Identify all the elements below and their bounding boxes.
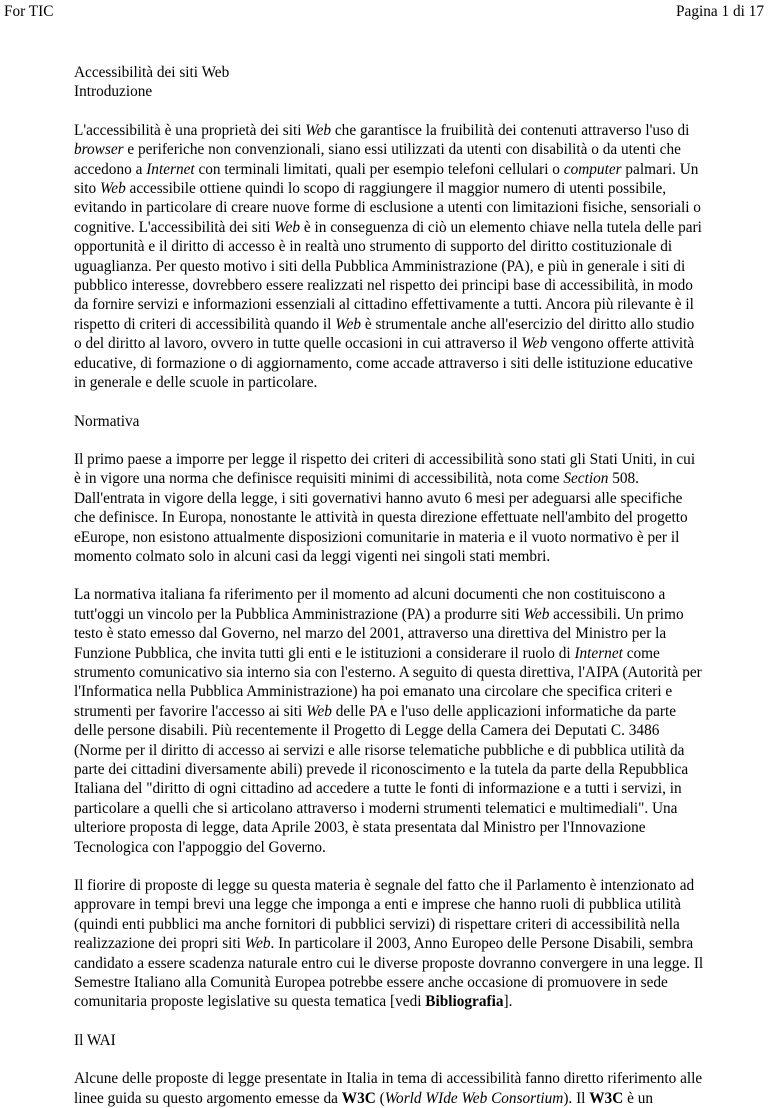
section-heading-normativa: Normativa [74,412,140,430]
paragraph-normativa-2: La normativa italiana fa riferimento per il momento ad alcuni documenti che non costituiscono a tutt'oggi un vincolo per la Pubblica Amministrazione (PA) a produrre siti Web accessibili. Un primo testo è stato emesso dal Governo, nel marzo del 2001, attraverso una direttiva del Ministro per la Funzione Pubblica, che invita tutti gli enti e le istituzioni a considerare il ruolo di Internet come strumento comunicativo sia interno sia con l'esterno. A seguito di questa direttiva, l'AIPA (Autorità per l'Informatica nella Pubblica Amministrazione) ha poi emanato una circolare che specifica criteri e strumenti per favorire l'accesso ai siti Web delle PA e l'uso delle applicazioni informatiche da parte delle persone disabili. Più recentemente il Progetto di Legge della Camera dei Deputati C. 3486 (Norme per il diritto di accesso ai servizi e alle risorse telematiche pubbliche e di pubblica utilità da parte dei cittadini diversamente abili) prevede il riconoscimento e la tutela da parte della Repubblica Italiana del "diritto di ogni cittadino ad accedere a tutte le fonti di informazione e a tutti i servizi, in particolare a quelli che si articolano attraverso i moderni strumenti telematici e multimediali". Una ulteriore proposta di legge, data Aprile 2003, è stata presentata dal Ministro per l'Innovazione Tecnologica con l'appoggio del Governo. [74,586,702,856]
paragraph-normativa-1: Il primo paese a imporre per legge il rispetto dei criteri di accessibilità sono stati gli Stati Uniti, in cui è in vigore una norma che definisce requisiti minimi di accessibilità, nota come Section 508. Dall'entrata in vigore della legge, i siti governativi hanno avuto 6 mesi per adeguarsi alle specifiche che definisce. In Europa, nonostante le attività in questa direzione effettuate nell'ambito del progetto eEurope, non esistono attualmente disposizioni comunitarie in materia e il vuoto normativo è per il momento colmato solo in alcuni casi da leggi vigenti nei singoli stati membri. [74,450,696,565]
title-block [74,63,704,102]
section-heading-wai: Il WAI [74,1031,116,1049]
header-doc-label: For TIC [4,3,54,20]
paragraph-wai-1: Alcune delle proposte di legge presentate in Italia in tema di accessibilità fanno diretto riferimento alle linee guida su questo argomento emesse da W3C (World WIde Web Consortium). Il W3C è un [74,1070,703,1107]
document-subtitle: Introduzione [74,83,153,101]
paragraph-normativa-3: Il fiorire di proposte di legge su questa materia è segnale del fatto che il Parlamento è intenzionato ad approvare in tempi brevi una legge che imponga a enti e imprese che hanno ruoli di pubblica utilità (quindi enti pubblici ma anche fornitori di pubblici servizi) di rispettare criteri di accessibilità nella realizzazione dei propri siti Web. In particolare il 2003, Anno Europeo delle Persone Disabili, sembra candidato a essere scadenza naturale entro cui le diverse proposte dovranno convergere in una legge. Il Semestre Italiano alla Comunità Europea potrebbe essere anche occasione di promuovere in sede comunitaria proposte legislative su questa tematica [vedi Bibliografia]. [74,877,704,1011]
document-title: Accessibilità dei siti Web [74,64,230,81]
page-header [0,0,768,24]
paragraph-intro: L'accessibilità è una proprietà dei siti Web che garantisce la fruibilità dei contenuti attraverso l'uso di browser e periferiche non convenzionali, siano essi utilizzati da utenti con disabilità o da utenti che accedono a Internet con terminali limitati, quali per esempio telefoni cellulari o computer palmari. Un sito Web accessibile ottiene quindi lo scopo di raggiungere il maggior numero di utenti possibile, evitando in particolare di creare nuove forme di esclusione a utenti con limitazioni fisiche, sensoriali o cognitive. L'accessibilità dei siti Web è in conseguenza di ciò un elemento chiave nella tutela delle pari opportunità e il diritto di accesso è in realtà uno strumento di supporto del diritto costituzionale di uguaglianza. Per questo motivo i siti della Pubblica Amministrazione (PA), e più in generale i siti di pubblico interesse, dovrebbero essere realizzati nel rispetto dei principi base di accessibilità, in modo da fornire servizi e informazioni essenziali al cittadino effettivamente a tutti. Ancora più rilevante è il rispetto di criteri di accessibilità quando il Web è strumentale anche all'esercizio del diritto allo studio o del diritto al lavoro, ovvero in tutte quelle occasioni in cui attraverso il Web vengono offerte attività educative, di formazione o di aggiornamento, come accade attraverso i siti delle istituzione educative in generale e delle scuole in particolare. [74,121,702,392]
bibliografia-link: Bibliografia [425,993,504,1011]
header-page-number: Pagina 1 di 17 [676,3,764,20]
document-body [74,63,704,1108]
